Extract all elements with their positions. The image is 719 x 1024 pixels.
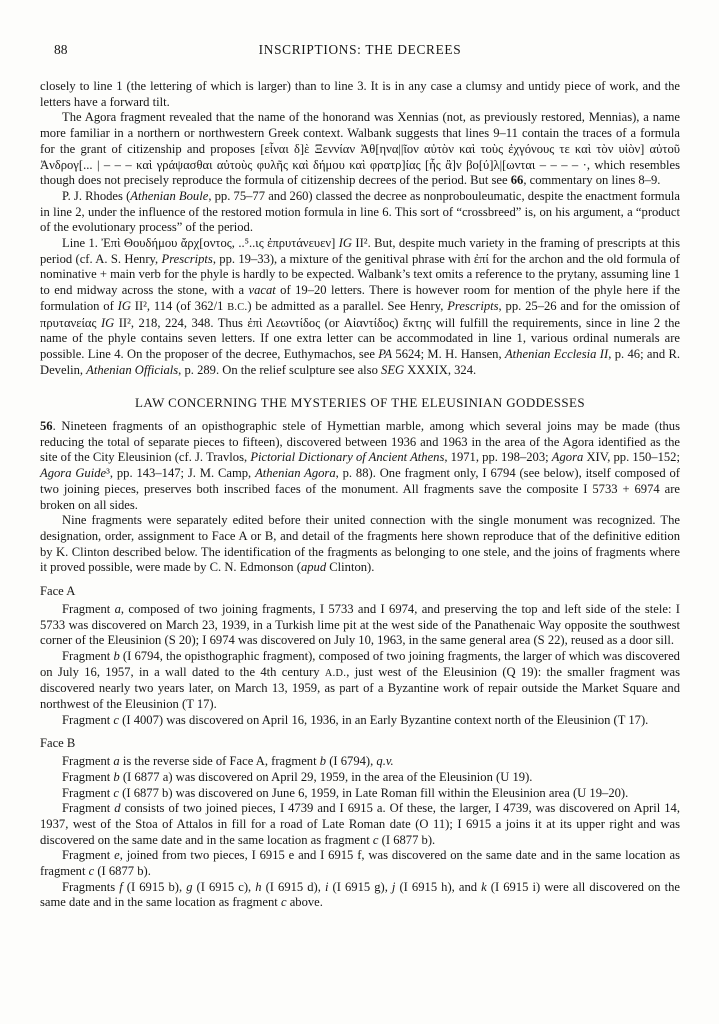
- text-run: Fragment: [62, 601, 115, 616]
- paragraph: [40, 649, 680, 713]
- text-run: Fragment: [62, 785, 114, 800]
- page-header: [40, 42, 680, 59]
- text-run: (I 6915 b),: [122, 879, 187, 894]
- text-run: b: [113, 769, 120, 784]
- text-run: , joined from two pieces, I 6915 e and I 6915 f, was discovered on the same date and in the same location as fragment: [40, 848, 680, 879]
- text-run: II². But, despite much variety in the framing of prescripts at this period (cf. A. S. Henry,: [40, 236, 680, 266]
- paragraph: [40, 848, 680, 879]
- text-run: PA: [378, 346, 393, 361]
- text-run: 66: [510, 173, 524, 188]
- text-run: consists of two joined pieces, I 4739 and I 6915 a. Of these, the larger, I 4739, was discovered on April 14, 1937, west of the Stoa of Attalos in fill for a road of Late Roman date (O 11); I 6915 a joins it at its upper right and was discovered on the same date and in the same location as fragment: [40, 801, 680, 847]
- text-run: b: [319, 754, 327, 769]
- text-run: Clinton).: [326, 560, 375, 575]
- text-run: g: [186, 879, 193, 894]
- text-run: ³, pp. 143–147; J. M. Camp,: [106, 466, 256, 481]
- text-run: Athenian Officials: [86, 362, 179, 377]
- text-run: Agora Guide: [40, 466, 107, 481]
- paragraph: [40, 801, 680, 848]
- paragraph: [40, 79, 680, 110]
- text-run: apud: [300, 560, 327, 575]
- text-run: (I 6915 h), and: [395, 879, 482, 894]
- text-run: Prescripts: [161, 251, 213, 266]
- face-label: [40, 736, 680, 752]
- text-run: Fragment: [62, 801, 115, 816]
- face-label: [40, 584, 680, 600]
- text-run: q.v.: [376, 754, 394, 769]
- text-run: Fragment: [62, 712, 114, 727]
- text-run: , commentary on lines 8–9.: [523, 173, 661, 188]
- text-run: a: [113, 754, 120, 769]
- text-run: Fragment: [62, 848, 115, 863]
- text-run: , p. 46; and R. Develin,: [40, 346, 681, 377]
- paragraph: [40, 110, 680, 189]
- text-run: j: [391, 879, 396, 894]
- text-run: II², 114 (of 362/1: [130, 298, 228, 313]
- text-run: f: [119, 879, 123, 894]
- text-run: (I 6877 b).: [94, 864, 151, 879]
- paragraph: [40, 713, 680, 729]
- text-run: . Nineteen fragments of an opisthographic stele of Hymettian marble, among which several joins may be made (thus reducing the total of separate pieces to fifteen), discovered between 1936 and 1963 in the area of the Agora identified as the site of the City Eleusinion (cf. J. Travlos,: [40, 419, 680, 465]
- text-run: h: [255, 879, 262, 894]
- text-run: SEG: [381, 362, 405, 377]
- paragraph: [40, 189, 680, 236]
- paragraph: [40, 419, 680, 513]
- paragraph: [40, 770, 680, 786]
- text-run: Face A: [40, 584, 76, 599]
- text-run: , p. 88). One fragment only, I 6794 (see below), itself composed of two joining pieces, preserves both inscribed faces of the monument. All fragments save the composite I 5733 + 6974 are broken on all sides.: [40, 466, 680, 512]
- text-run: c: [280, 895, 287, 910]
- text-run: IG: [338, 236, 353, 251]
- text-run: , 1971, pp. 198–203;: [444, 450, 552, 465]
- paragraph: [40, 236, 680, 378]
- text-run: Nine fragments were separately edited before their united connection with the single monument was recognized. The designation, order, assignment to Face A or B, and detail of the fragments here shown reproduce that of the definitive edition by K. Clinton described below. The identification of the fragments as belonging to one stele, and the joins of fragments where it proved possible, were made by C. N. Edmonson (: [40, 513, 680, 575]
- text-run: Fragment: [62, 754, 114, 769]
- text-run: ) be admitted as a parallel. See Henry,: [247, 298, 448, 313]
- text-run: (I 6877 b) was discovered on June 6, 1959, in Late Roman fill within the Eleusinion area (U 19–20).: [119, 785, 629, 800]
- text-run: Fragment: [62, 769, 114, 784]
- paragraph: [40, 602, 680, 649]
- text-run: c: [113, 785, 120, 800]
- text-run: of 19–20 letters. There is however room for mention of the phyle here if the formulation of: [40, 283, 680, 313]
- text-run: Prescripts: [447, 298, 499, 313]
- text-run: c: [113, 712, 120, 727]
- text-run: , pp. 75–77 and 260) classed the decree as nonprobouleumatic, despite the enactment formula in line 2, under the influence of the restored motion formula in line 6. This sort of “crossbreed” is, on his argument, a “product of the evolutionary process” of the period.: [40, 188, 680, 235]
- text-run: closely to line 1 (the lettering of which is larger) than to line 3. It is in any case a clumsy and untidy piece of work, and the letters have a forward tilt.: [40, 79, 680, 109]
- text-run: Fragments: [62, 879, 120, 894]
- text-run: IG: [100, 315, 115, 330]
- text-run: Pictorial Dictionary of Ancient Athens: [250, 450, 445, 465]
- text-run: k: [481, 879, 487, 894]
- text-run: IG: [117, 298, 131, 313]
- text-run: , composed of two joining fragments, I 5733 and I 6974, and preserving the top and left side of the stele: I 5733 was discovered on March 23, 1939, in a Turkish lime pit at the west side of the Panathenaic Way opposite the southwest corner of the Eleusinion (S 20); I 6974 was discovered on July 10, 1963, in the same general area (S 22), reused as a door sill.: [40, 601, 680, 648]
- text-run: b: [113, 648, 120, 663]
- text-run: 56: [40, 419, 53, 434]
- text-run: (I 6877 a) was discovered on April 29, 1959, in the area of the Eleusinion (U 19).: [119, 769, 533, 784]
- text-run: c: [88, 864, 95, 879]
- page-number: 88: [54, 42, 68, 57]
- text-run: (I 6794),: [326, 754, 377, 769]
- paragraph: [40, 513, 680, 576]
- page-body: [40, 79, 680, 911]
- text-run: XIV, pp. 150–152;: [583, 450, 680, 465]
- text-run: d: [114, 801, 121, 816]
- text-run: Athenian Ecclesia II: [504, 346, 609, 361]
- text-run: Athenian Boule: [130, 188, 209, 203]
- paragraph: [40, 786, 680, 802]
- text-run: Agora: [551, 450, 584, 465]
- paragraph: [40, 754, 680, 770]
- text-run: above.: [286, 895, 323, 910]
- running-head-title: INSCRIPTIONS: THE DECREES: [258, 42, 462, 57]
- text-run: (I 6794, the opisthographic fragment), composed of two joining fragments, the larger of which was discovered on July 16, 1957, in a wall dated to the 4th century: [40, 648, 680, 679]
- text-run: i: [324, 879, 329, 894]
- text-run: e: [114, 848, 120, 863]
- text-run: XXXIX, 324.: [404, 362, 477, 377]
- text-run: (I 6915 d),: [261, 879, 325, 894]
- text-run: LAW CONCERNING THE MYSTERIES OF THE ELEUSINIAN GODDESSES: [134, 395, 585, 411]
- text-run: Line 1. Ἐπὶ Θουδήμου ἄρχ[οντος, ..⁵..ις ἐπρυτάνευεν]: [62, 236, 339, 251]
- text-run: B.C.: [227, 301, 248, 313]
- text-run: (I 6915 g),: [328, 879, 392, 894]
- text-run: , p. 289. On the relief sculpture see also: [178, 362, 382, 377]
- text-run: is the reverse side of Face A, fragment: [119, 754, 320, 769]
- text-run: , just west of the Eleusinion (Q 19): the smaller fragment was discovered nearly two years later, on March 13, 1959, as part of a Byzantine work of repair outside the Market Square and northwest of the Eleusinion (T 17).: [40, 664, 680, 712]
- text-run: 5624; M. H. Hansen,: [392, 346, 505, 361]
- text-run: (I 6915 i) were all discovered on the same date and in the same location as fragment: [40, 879, 681, 910]
- text-run: P. J. Rhodes (: [62, 188, 131, 203]
- text-run: a: [114, 601, 121, 616]
- paragraph: [40, 880, 680, 911]
- section-heading: [40, 395, 680, 411]
- text-run: , pp. 25–26 and for the omission of πρυτανείας: [40, 298, 680, 330]
- text-run: II², 218, 224, 348. Thus ἐπὶ Λεωντίδος (or Αἰαντίδος) ἕκτης will fulfill the requirements, since in line 2 the name of the phyle contains seven letters. If one extra letter can be accommodated in line 1, various ordinal numerals are possible. Line 4. On the proposer of the decree, Euthymachos, see: [40, 315, 680, 361]
- text-run: , pp. 19–33), a mixture of the genitival phrase with ἐπί for the archon and the old formula of nominative + main verb for the phyle is hardly to be expected. Walbank’s text omits a reference to the prytany, assuming line 1 to end midway across the stone, with a: [40, 251, 680, 298]
- text-run: c: [372, 832, 379, 847]
- text-run: (I 6877 b).: [378, 832, 436, 847]
- text-run: (I 4007) was discovered on April 16, 1936, in an Early Byzantine context north of the Eleusinion (T 17).: [119, 712, 649, 727]
- text-run: Fragment: [62, 648, 114, 663]
- text-run: (I 6915 c),: [192, 879, 256, 894]
- text-run: Face B: [40, 736, 76, 751]
- text-run: The Agora fragment revealed that the name of the honorand was Xennias (not, as previously restored, Mennias), a name more familiar in a northern or northwestern Greek context. Walbank suggests that lines 9–11 contain the traces of a formula for the grant of citizenship and proposes [εἶναι δ]ὲ Ξεννίαν Ἀθ[ηνα||ῖον αὐτὸν καὶ τοὺς ἐχγόνους τε καὶ τὸν υἱὸν] αὐτοῦ Ἀνδρογ[... | – – – καὶ γράψασθαι αὐτοὺς φυλῆς καὶ δήμου καὶ φρατρ]ίας [ἧς ἂ]ν βο[ύ]λ|[ωνται – – – – ·, which resembles though does not precisely reproduce the formula of citizenship decrees of the period. But see: [40, 110, 680, 188]
- text-run: A.D.: [324, 667, 347, 679]
- text-run: Athenian Agora: [255, 466, 336, 481]
- text-run: vacat: [248, 283, 276, 298]
